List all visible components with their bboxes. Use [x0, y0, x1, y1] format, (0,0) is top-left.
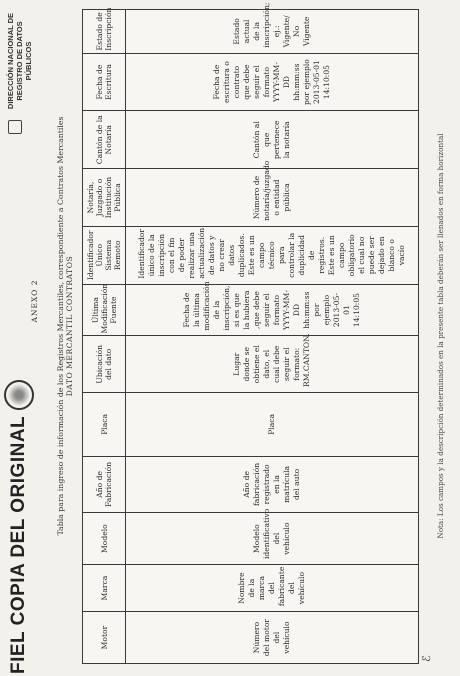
column-header: Cantón de la Notaría	[83, 111, 126, 169]
column-description: Cantón al que pertenece la notaría	[126, 111, 419, 169]
institution-line-1: DIRECCIÓN NACIONAL DE	[6, 12, 15, 110]
column-description: Nombre de la marca del fabricante del vehículo	[126, 565, 419, 612]
column-header: Identificador Único Sistema Remoto	[83, 226, 126, 284]
column-header: Fecha de Escritura	[83, 53, 126, 111]
stamp-text: FIEL COPIA DEL ORIGINAL	[8, 415, 29, 674]
column-description: Lugar donde se obtiene el dato, el cual debe seguir el formato: RM.CANTON.	[126, 336, 419, 393]
handwritten-mark-icon: ℰ	[420, 655, 433, 662]
annex-label: ANEXO 2	[30, 279, 39, 323]
table-title: Tabla para ingreso de información de los Registros Mercantiles, correspondiente a Contratos Mercantiles	[56, 116, 65, 536]
column-description: Año de fabricación registrado en la matrícula del auto	[126, 456, 419, 513]
column-header: Última Modificación Fuente	[83, 284, 126, 336]
column-description: Fecha de la última modificación de la inscripción, si es que la hubiera ,que debe seguir el formato YYYY-MM-DD hh:mm:ss por ejemplo 2013-05-01 14:10:05	[126, 284, 419, 336]
seal-icon	[4, 380, 34, 410]
column-header: Marca	[83, 565, 126, 612]
column-description: Modelo identificativo del vehículo	[126, 513, 419, 565]
table-header-row	[83, 10, 126, 664]
column-header: Notaría, Juzgado o Institución Pública	[83, 169, 126, 227]
certified-copy-stamp	[2, 415, 36, 674]
table-subtitle: DATO MERCANTIL CONTRATOS	[65, 255, 74, 397]
column-description: Estado actual de la inscripción; ej.: Vigente/ No Vigente	[126, 10, 419, 54]
column-header: Motor	[83, 612, 126, 664]
column-description: Placa	[126, 393, 419, 457]
column-description: Fecha de escritura o contrato que debe seguir el formato YYYY-MM-DD hh:mm:ss por ejemplo 2013-05-01 14:10:05	[126, 53, 419, 111]
column-header: Estado de Inscripción	[83, 10, 126, 54]
institution-logo-icon	[8, 120, 22, 134]
column-header: Ubicación del dato	[83, 336, 126, 393]
column-header: Modelo	[83, 513, 126, 565]
institution-header	[6, 6, 33, 116]
institution-line-2: REGISTRO DE DATOS PÚBLICOS	[15, 21, 33, 101]
table-description-row	[126, 10, 419, 664]
column-description: Número de notaría/juzgado o entidad pública	[126, 169, 419, 227]
footnote: Nota: Los campos y la descripción determinados en la presente tabla deberán ser llenados en forma horizontal	[436, 133, 445, 539]
column-description: Número del motor del vehículo	[126, 612, 419, 664]
fields-table	[82, 2, 419, 664]
column-header: Placa	[83, 393, 126, 457]
column-header: Año de Fabricación	[83, 456, 126, 513]
column-description: Identificador único de la inscripción con el fin de poder realizar una actualización de datos y no crear datos duplicados. Este es un campo técnico para controlar la duplicidad de registros. Este es un campo obligatorio el cual no puede ser dejado en blanco o vacío	[126, 226, 419, 284]
